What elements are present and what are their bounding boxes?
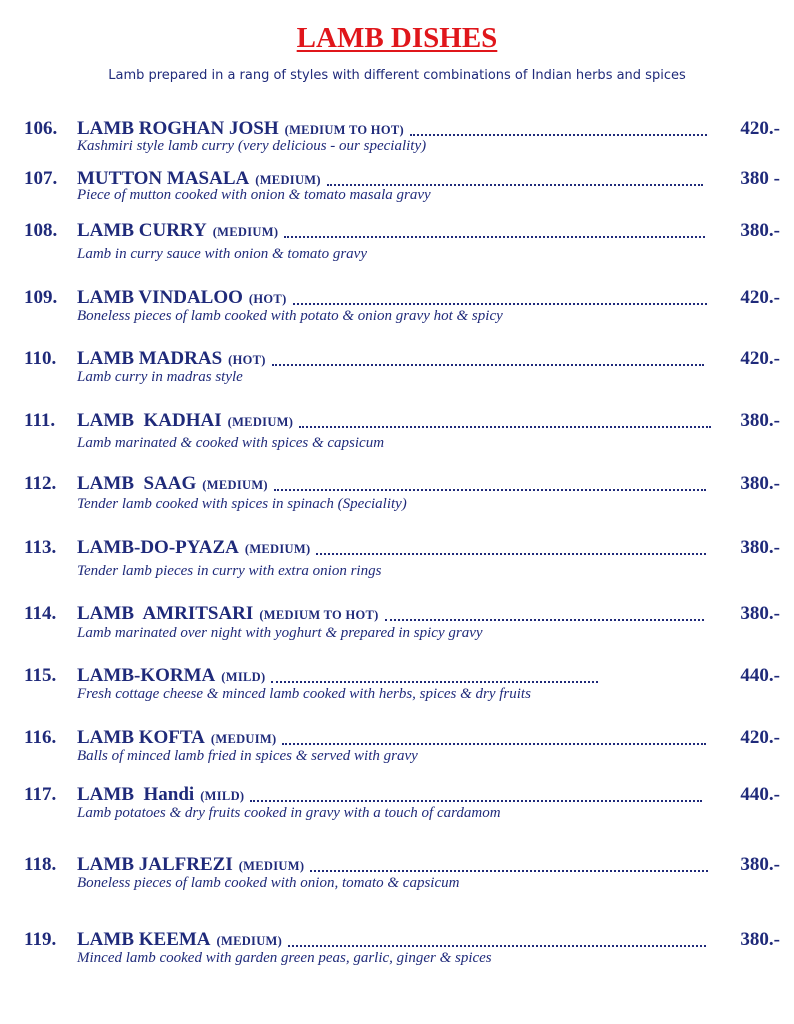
- dot-leader: [310, 869, 708, 872]
- item-name-line: [77, 602, 704, 627]
- item-number: 116.: [24, 727, 57, 748]
- menu-item: [0, 536, 794, 596]
- item-price: 380 -: [740, 168, 780, 189]
- item-name: LAMB Handi: [77, 784, 195, 805]
- item-name-line: [77, 409, 711, 434]
- spice-level: (MILD): [221, 670, 266, 684]
- item-name: LAMB-KORMA: [77, 665, 216, 686]
- page-title: LAMB DISHES: [296, 22, 498, 54]
- menu-item: [0, 928, 794, 988]
- item-number: 106.: [24, 118, 58, 139]
- item-price: 420.-: [740, 287, 780, 308]
- dot-leader: [327, 183, 703, 186]
- item-number: 111.: [24, 410, 56, 431]
- item-description: Minced lamb cooked with garden green peas, garlic, ginger & spices: [77, 950, 492, 966]
- spice-level: (MEDIUM TO HOT): [259, 608, 379, 622]
- item-number: 112.: [24, 473, 57, 494]
- item-name: LAMB AMRITSARI: [77, 603, 254, 624]
- item-name-line: [77, 536, 706, 561]
- dot-leader: [385, 618, 704, 621]
- item-number: 115.: [24, 665, 57, 686]
- menu-item: [0, 853, 794, 913]
- dot-leader: [284, 235, 705, 238]
- item-price: 380.-: [740, 220, 780, 241]
- menu-item: [0, 167, 794, 227]
- item-name: LAMB-DO-PYAZA: [77, 537, 239, 558]
- item-name: LAMB KOFTA: [77, 727, 205, 748]
- item-number: 108.: [24, 220, 58, 241]
- item-price: 380.-: [740, 603, 780, 624]
- item-price: 380.-: [740, 410, 780, 431]
- dot-leader: [272, 363, 704, 366]
- dot-leader: [316, 552, 706, 555]
- dot-leader: [293, 302, 707, 305]
- spice-level: (MEDIUM): [227, 415, 294, 429]
- item-number: 110.: [24, 348, 57, 369]
- item-description: Lamb in curry sauce with onion & tomato gravy: [77, 246, 367, 262]
- item-price: 420.-: [740, 727, 780, 748]
- item-description: Fresh cottage cheese & minced lamb cooked with herbs, spices & dry fruits: [77, 686, 531, 702]
- item-number: 107.: [24, 168, 58, 189]
- menu-item: [0, 726, 794, 786]
- spice-level: (MEDIUM): [212, 225, 279, 239]
- spice-level: (MEDIUM): [216, 934, 283, 948]
- menu-item: [0, 664, 794, 724]
- item-name-line: [77, 219, 705, 244]
- item-description: Lamb marinated & cooked with spices & capsicum: [77, 435, 385, 451]
- dot-leader: [299, 425, 711, 428]
- spice-level: (HOT): [228, 353, 266, 367]
- item-description: Tender lamb cooked with spices in spinach (Speciality): [77, 496, 407, 512]
- item-description: Kashmiri style lamb curry (very delicious - our speciality): [77, 138, 427, 154]
- item-price: 380.-: [740, 929, 780, 950]
- item-price: 380.-: [740, 473, 780, 494]
- item-number: 109.: [24, 287, 58, 308]
- spice-level: (HOT): [248, 292, 287, 306]
- item-number: 114.: [24, 603, 57, 624]
- spice-level: (MEDIUM): [202, 478, 268, 492]
- item-description: Lamb curry in madras style: [77, 369, 243, 385]
- item-number: 119.: [24, 929, 57, 950]
- item-name: LAMB VINDALOO: [77, 287, 243, 308]
- menu-item: [0, 472, 794, 532]
- page-subtitle: Lamb prepared in a rang of styles with different combinations of Indian herbs and spices: [108, 68, 686, 83]
- item-description: Lamb potatoes & dry fruits cooked in gravy with a touch of cardamom: [77, 805, 501, 821]
- item-price: 380.-: [740, 854, 780, 875]
- spice-level: (MILD): [200, 789, 245, 803]
- item-description: Boneless pieces of lamb cooked with potato & onion gravy hot & spicy: [77, 308, 503, 324]
- item-price: 380.-: [740, 537, 780, 558]
- item-name: LAMB JALFREZI: [77, 854, 233, 875]
- item-name: LAMB KADHAI: [77, 410, 222, 431]
- dot-leader: [250, 799, 702, 802]
- menu-item: [0, 602, 794, 662]
- menu-item: [0, 409, 794, 469]
- item-description: Tender lamb pieces in curry with extra onion rings: [77, 563, 382, 579]
- item-price: 440.-: [740, 784, 780, 805]
- item-name: MUTTON MASALA: [77, 168, 250, 189]
- item-description: Piece of mutton cooked with onion & tomato masala gravy: [77, 187, 431, 203]
- item-name: LAMB ROGHAN JOSH: [77, 118, 279, 139]
- item-price: 420.-: [740, 348, 780, 369]
- spice-level: (MEDIUM): [244, 542, 311, 556]
- dot-leader: [271, 680, 598, 683]
- spice-level: (MEDIUM): [238, 859, 305, 873]
- item-number: 117.: [24, 784, 57, 805]
- item-description: Lamb marinated over night with yoghurt & prepared in spicy gravy: [77, 625, 483, 641]
- spice-level: (MEDIUM): [255, 173, 321, 187]
- item-number: 113.: [24, 537, 57, 558]
- dot-leader: [288, 944, 706, 947]
- item-name: LAMB KEEMA: [77, 929, 211, 950]
- menu-item: [0, 347, 794, 407]
- item-price: 420.-: [740, 118, 780, 139]
- dot-leader: [274, 488, 706, 491]
- item-name: LAMB SAAG: [77, 473, 197, 494]
- item-price: 440.-: [740, 665, 780, 686]
- dot-leader: [282, 742, 706, 745]
- spice-level: (MEDIUM TO HOT): [284, 123, 404, 137]
- item-description: Balls of minced lamb fried in spices & served with gravy: [77, 748, 418, 764]
- item-name: LAMB CURRY: [77, 220, 207, 241]
- item-name-line: [77, 472, 706, 497]
- menu-item: [0, 783, 794, 843]
- menu-item: [0, 286, 794, 346]
- menu-item: [0, 219, 794, 279]
- spice-level: (MEDUIM): [210, 732, 277, 746]
- item-name: LAMB MADRAS: [77, 348, 223, 369]
- item-description: Boneless pieces of lamb cooked with onion, tomato & capsicum: [77, 875, 460, 891]
- dot-leader: [410, 133, 707, 136]
- item-number: 118.: [24, 854, 57, 875]
